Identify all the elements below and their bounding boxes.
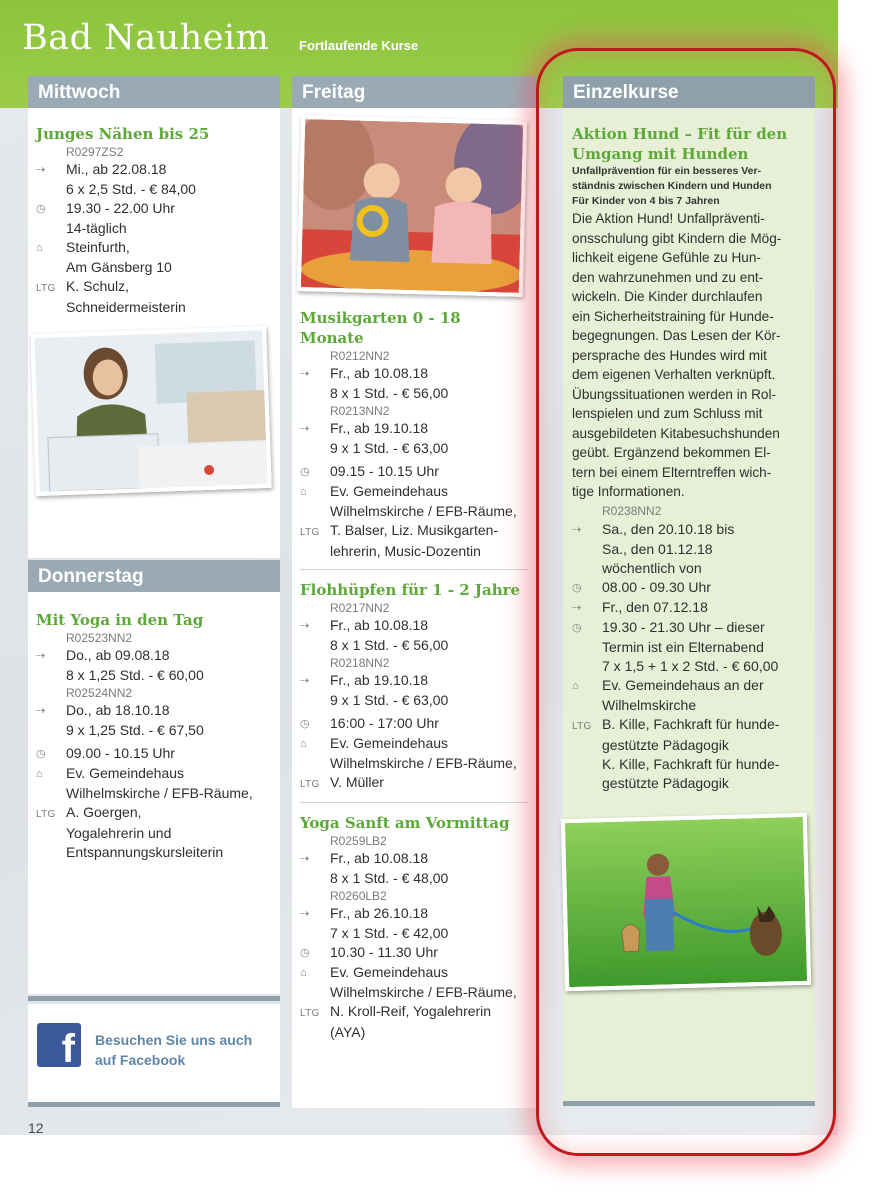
course-code: R02523NN2 — [66, 631, 133, 645]
course-price: 7 x 1,5 + 1 x 2 Std. - € 60,00 — [602, 657, 779, 674]
course-title: Musikgarten 0 - 18 Monate — [300, 309, 461, 347]
clock-icon: ◷ — [300, 718, 310, 730]
course-code: R0259LB2 — [330, 834, 387, 848]
course-price: 9 x 1 Std. - € 63,00 — [330, 440, 449, 456]
description-line: Übungssituationen werden in Rol- — [572, 386, 777, 402]
column-heading: Freitag — [292, 76, 536, 108]
course-time: 19.30 - 21.30 Uhr – dieser — [602, 618, 765, 635]
arrow-icon: ⇢ — [36, 164, 46, 176]
facebook-divider — [28, 996, 280, 1001]
course-leader: Yogalehrerin und — [66, 825, 172, 841]
course-code: R0213NN2 — [330, 404, 390, 418]
course-list — [292, 308, 536, 1042]
description-line: Die Aktion Hund! Unfallpräventi- — [572, 211, 765, 226]
course-block — [300, 813, 528, 1042]
course-separator — [300, 802, 528, 803]
course-price: 8 x 1,25 Std. - € 60,00 — [66, 667, 204, 683]
course-location: Ev. Gemeindehaus an der — [602, 676, 764, 693]
course-title: Umgang mit Hunden — [572, 145, 749, 163]
course-location: Wilhelmskirche / EFB-Räume, — [330, 755, 517, 771]
course-code: R0218NN2 — [330, 656, 390, 670]
house-icon: ⌂ — [300, 967, 307, 979]
description-line: begegnungen. Das Lesen der Kör- — [572, 328, 781, 343]
clock-icon: ◷ — [572, 621, 582, 634]
clock-icon: ◷ — [36, 203, 46, 215]
description-line: lichkeit eigene Gefühle zu Hun- — [572, 250, 761, 265]
house-icon: ⌂ — [36, 242, 43, 254]
course-location: Ev. Gemeindehaus — [330, 483, 449, 499]
course-code: R0238NN2 — [602, 503, 662, 518]
arrow-icon: ⇢ — [300, 853, 310, 865]
description-line: geübt. Ergänzend bekommen El- — [572, 445, 771, 460]
highlight-frame — [536, 48, 836, 1156]
facebook-divider — [28, 1102, 280, 1107]
course-leader: N. Kroll-Reif, Yogalehrerin — [330, 1003, 492, 1019]
course-date: Fr., ab 19.10.18 — [330, 672, 429, 688]
page-title: Bad Nauheim — [22, 18, 270, 58]
page-number: 12 — [28, 1120, 44, 1136]
course-location: Wilhelmskirche / EFB-Räume, — [330, 503, 517, 519]
course-leader: K. Kille, Fachkraft für hunde- — [602, 755, 780, 772]
course-title: Mit Yoga in den Tag — [36, 611, 204, 629]
clock-icon: ◷ — [300, 466, 310, 478]
arrow-icon: ⇢ — [300, 423, 310, 435]
house-icon: ⌂ — [572, 679, 579, 692]
course-subtitle: ständnis zwischen Kindern und Hunden — [572, 180, 772, 192]
course-leader: B. Kille, Fachkraft für hunde- — [602, 715, 780, 732]
course-subtitle: Unfallprävention für ein besseres Ver- — [572, 165, 762, 177]
description-line: ausgebildeten Kitabesuchshunden — [572, 425, 780, 441]
course-price: 8 x 1 Std. - € 56,00 — [330, 637, 449, 653]
course-location: Steinfurth, — [66, 239, 130, 255]
course-date: Sa., den 20.10.18 bis — [602, 520, 735, 537]
facebook-icon[interactable]: f — [37, 1023, 81, 1067]
column-heading: Mittwoch — [28, 76, 280, 108]
course-code: R02524NN2 — [66, 686, 133, 700]
leader-label: LTG — [572, 720, 592, 732]
course-date: Fr., ab 10.08.18 — [330, 617, 429, 633]
course-subtitle: Für Kinder von 4 bis 7 Jahren — [572, 195, 720, 207]
course-time: Termin ist ein Elternabend — [602, 638, 764, 655]
course-leader: K. Schulz, — [66, 278, 130, 294]
arrow-icon: ⇢ — [300, 620, 310, 632]
column-heading: Donnerstag — [28, 560, 280, 592]
course-price: 9 x 1,25 Std. - € 67,50 — [66, 722, 204, 738]
course-price: 6 x 2,5 Std. - € 84,00 — [66, 181, 196, 197]
description-line: persprache des Hundes wird mit — [572, 347, 767, 363]
course-date: Fr., ab 19.10.18 — [330, 420, 429, 436]
course-time: 16:00 - 17:00 Uhr — [330, 715, 439, 731]
course-block — [28, 76, 280, 317]
description-line: dem eigenen Verhalten verknüpft. — [572, 367, 776, 382]
course-separator — [300, 569, 528, 570]
course-leader: Entspannungskursleiterin — [66, 844, 224, 860]
course-price: 9 x 1 Std. - € 63,00 — [330, 692, 449, 708]
course-block — [300, 580, 528, 794]
page-subtitle: Fortlaufende Kurse — [299, 38, 419, 53]
course-leader: (AYA) — [330, 1024, 366, 1040]
course-frequency: 14-täglich — [66, 220, 127, 236]
course-leader: gestützte Pädagogik — [602, 736, 729, 753]
sewing-illustration — [34, 330, 267, 492]
arrow-icon: ⇢ — [300, 368, 310, 380]
course-block — [28, 560, 280, 862]
course-block — [300, 308, 528, 561]
course-date: Do., ab 18.10.18 — [66, 702, 170, 718]
arrow-icon: ⇢ — [572, 601, 582, 614]
course-leader: T. Balser, Liz. Musikgarten- — [330, 522, 499, 538]
clock-icon: ◷ — [572, 581, 582, 594]
arrow-icon: ⇢ — [572, 523, 582, 536]
course-code: R0212NN2 — [330, 349, 390, 363]
facebook-text-line: auf Facebook — [95, 1052, 186, 1068]
house-icon: ⌂ — [300, 486, 307, 498]
description-line: tern bei einem Elterntreffen wich- — [572, 464, 772, 480]
course-leader: V. Müller — [330, 774, 384, 790]
course-location: Wilhelmskirche — [602, 696, 697, 713]
description-line: lenspielen und zum Schluss mit — [572, 406, 763, 421]
course-leader: A. Goergen, — [66, 804, 142, 820]
course-location: Ev. Gemeindehaus — [330, 964, 449, 980]
babies-photo — [297, 115, 528, 297]
course-title: Junges Nähen bis 25 — [36, 125, 210, 143]
course-date: Sa., den 01.12.18 — [602, 540, 713, 557]
course-leader: lehrerin, Music-Dozentin — [330, 543, 481, 559]
course-date: Fr., ab 10.08.18 — [330, 850, 429, 866]
leader-label: LTG — [36, 283, 56, 294]
page-margin — [838, 0, 876, 1195]
house-icon: ⌂ — [300, 738, 307, 750]
course-location: Wilhelmskirche / EFB-Räume, — [66, 785, 253, 801]
description-line: den wahrzunehmen und zu ent- — [572, 269, 764, 285]
leader-label: LTG — [300, 527, 320, 538]
description-line: tige Informationen. — [572, 484, 685, 499]
arrow-icon: ⇢ — [36, 705, 46, 717]
course-title: Flohhüpfen für 1 - 2 Jahre — [300, 581, 521, 599]
arrow-icon: ⇢ — [300, 908, 310, 920]
course-code: R0260LB2 — [330, 889, 387, 903]
course-price: 8 x 1 Std. - € 48,00 — [330, 870, 449, 886]
course-date: Fr., ab 26.10.18 — [330, 905, 429, 921]
course-title: Aktion Hund – Fit für den — [572, 125, 788, 143]
course-leader: Schneidermeisterin — [66, 299, 186, 315]
babies-illustration — [301, 119, 523, 293]
leader-label: LTG — [300, 779, 320, 790]
course-date: Fr., ab 10.08.18 — [330, 365, 429, 381]
course-leader: gestützte Pädagogik — [602, 774, 729, 791]
course-price: 7 x 1 Std. - € 42,00 — [330, 925, 449, 941]
arrow-icon: ⇢ — [300, 675, 310, 687]
house-icon: ⌂ — [36, 768, 43, 780]
course-code: R0217NN2 — [330, 601, 390, 615]
description-line: onsschulung gibt Kindern die Mög- — [572, 230, 782, 246]
course-date: wöchentlich von — [602, 559, 702, 576]
column-heading: Einzelkurse — [563, 76, 815, 108]
clock-icon: ◷ — [36, 748, 46, 760]
course-title: Yoga Sanft am Vormittag — [300, 814, 510, 832]
course-date: Fr., den 07.12.18 — [602, 598, 708, 615]
arrow-icon: ⇢ — [36, 650, 46, 662]
leader-label: LTG — [36, 809, 56, 820]
course-time: 09.00 - 10.15 Uhr — [66, 745, 175, 761]
course-time: 09.15 - 10.15 Uhr — [330, 463, 439, 479]
course-time: 08.00 - 09.30 Uhr — [602, 578, 711, 595]
sewing-photo — [30, 326, 272, 496]
course-code: R0297ZS2 — [66, 145, 124, 159]
facebook-box[interactable] — [28, 1004, 280, 1104]
description-line: wickeln. Die Kinder durchlaufen — [572, 289, 763, 304]
course-date: Do., ab 09.08.18 — [66, 647, 170, 663]
clock-icon: ◷ — [300, 947, 310, 959]
course-date: Mi., ab 22.08.18 — [66, 161, 167, 177]
course-location: Wilhelmskirche / EFB-Räume, — [330, 984, 517, 1000]
course-location: Ev. Gemeindehaus — [330, 735, 449, 751]
course-time: 10.30 - 11.30 Uhr — [330, 944, 438, 960]
course-time: 19.30 - 22.00 Uhr — [66, 200, 175, 216]
column-donnerstag — [28, 560, 280, 994]
facebook-text-line: Besuchen Sie uns auch — [95, 1032, 253, 1048]
description-line: ein Sicherheitstraining für Hunde- — [572, 308, 774, 324]
course-location: Ev. Gemeindehaus — [66, 765, 185, 781]
facebook-link[interactable] — [95, 1030, 252, 1070]
course-price: 8 x 1 Std. - € 56,00 — [330, 385, 449, 401]
course-location: Am Gänsberg 10 — [66, 259, 172, 275]
leader-label: LTG — [300, 1008, 320, 1019]
